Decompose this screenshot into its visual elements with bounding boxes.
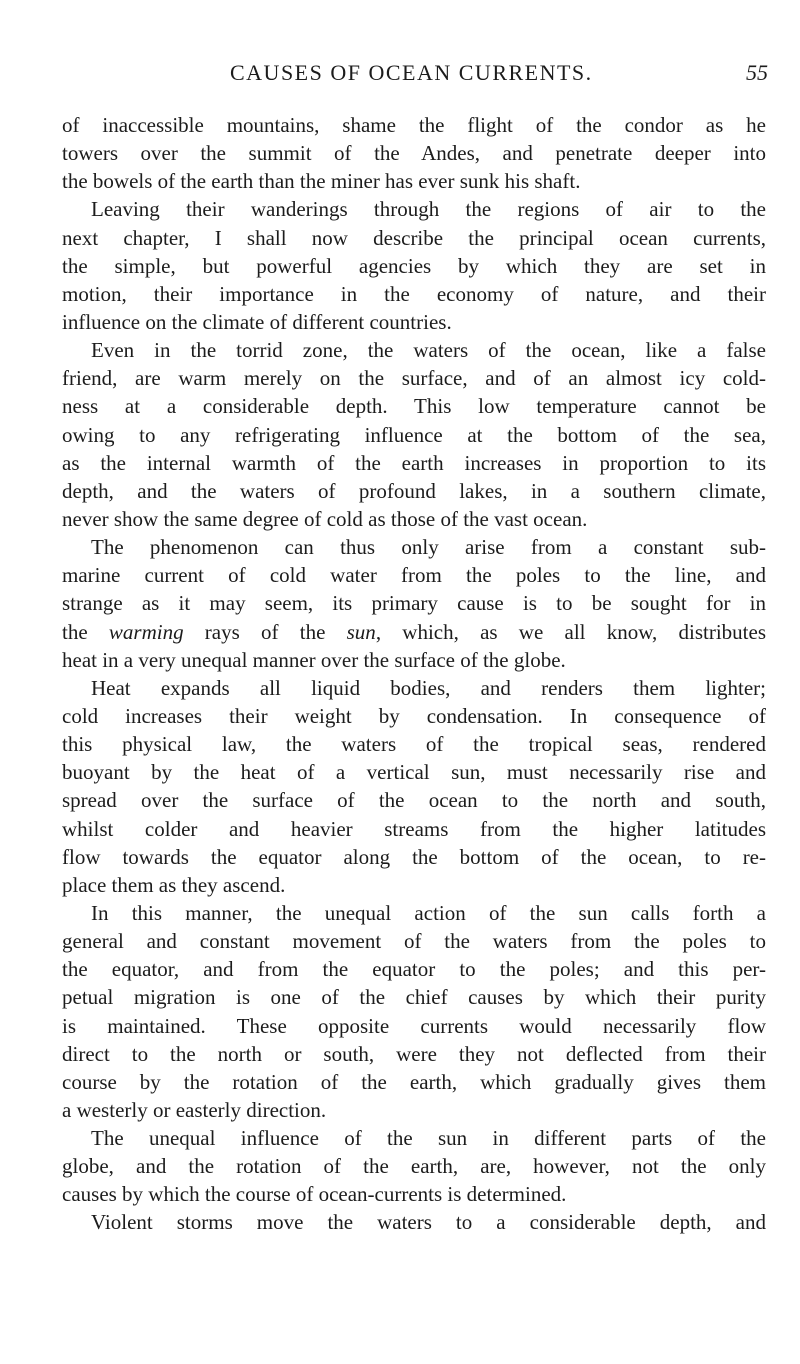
text-line: In this manner, the unequal action of the sun calls forth a [91,900,766,925]
page-number: 55 [746,60,768,85]
text-line: petual migration is one of the chief causes by which their purity [62,985,766,1010]
italic-word: warming [108,619,184,644]
running-title: CAUSES OF OCEAN CURRENTS. [230,60,593,85]
text-line: the bowels of the earth than the miner has ever sunk his shaft. [62,169,581,194]
text-line: The unequal influence of the sun in different parts of the [91,1126,766,1151]
text-line: heat in a very unequal manner over the surface of the globe. [62,647,566,672]
text-line: towers over the summit of the Andes, and penetrate deeper into [62,141,766,166]
text-line: flow towards the equator along the bottom of the ocean, to re- [62,844,766,869]
text-line: The phenomenon can thus only arise from a constant sub- [91,535,766,560]
text-line: marine current of cold water from the poles to the line, and [62,563,766,588]
text-line: the equator, and from the equator to the poles; and this per- [62,957,766,982]
text-line: is maintained. These opposite currents would necessarily flow [62,1013,766,1038]
running-head [0,60,800,90]
text-line: strange as it may seem, its primary cause is to be sought for in [62,591,766,616]
body-text [62,111,766,1237]
text-line: cold increases their weight by condensation. In consequence of [62,703,766,728]
text-line: buoyant by the heat of a vertical sun, must necessarily rise and [62,760,766,785]
text-line: owing to any refrigerating influence at the bottom of the sea, [62,422,766,447]
text-line: never show the same degree of cold as those of the vast ocean. [62,506,588,531]
text-line: this physical law, the waters of the tropical seas, rendered [62,732,766,757]
text-line: motion, their importance in the economy of nature, and their [62,281,766,306]
text-line: direct to the north or south, were they not deflected from their [62,1041,766,1066]
text-line: globe, and the rotation of the earth, are, however, not the only [62,1154,766,1179]
text-line: friend, are warm merely on the surface, and of an almost icy cold- [62,366,766,391]
text-line: as the internal warmth of the earth increases in proportion to its [62,450,766,475]
text-line: Even in the torrid zone, the waters of the ocean, like a false [91,338,766,363]
text-segment: , which, as we all know, distributes [375,619,767,644]
italic-word: sun [346,619,376,644]
text-line: place them as they ascend. [62,872,286,897]
text-line: course by the rotation of the earth, which gradually gives them [62,1069,766,1094]
text-line: the simple, but powerful agencies by which they are set in [62,253,766,278]
text-line: of inaccessible mountains, shame the flight of the condor as he [62,113,766,137]
text-segment: the [62,619,109,644]
text-line: influence on the climate of different countries. [62,309,452,334]
text-line: next chapter, I shall now describe the principal ocean currents, [62,225,766,250]
text-line: depth, and the waters of profound lakes, in a southern climate, [62,478,766,503]
text-line: Leaving their wanderings through the regions of air to the [91,197,766,222]
text-line: general and constant movement of the waters from the poles to [62,929,766,954]
text-line: ness at a considerable depth. This low temperature cannot be [62,394,766,419]
text-line: Violent storms move the waters to a considerable depth, and [91,1210,766,1235]
text-line: whilst colder and heavier streams from the higher latitudes [62,816,766,841]
text-line: causes by which the course of ocean-currents is determined. [62,1182,567,1207]
text-segment: rays of the [183,619,347,644]
text-line [62,618,766,646]
text-line: spread over the surface of the ocean to the north and south, [62,788,766,813]
text-line: a westerly or easterly direction. [62,1097,327,1122]
text-line: Heat expands all liquid bodies, and renders them lighter; [91,675,766,700]
